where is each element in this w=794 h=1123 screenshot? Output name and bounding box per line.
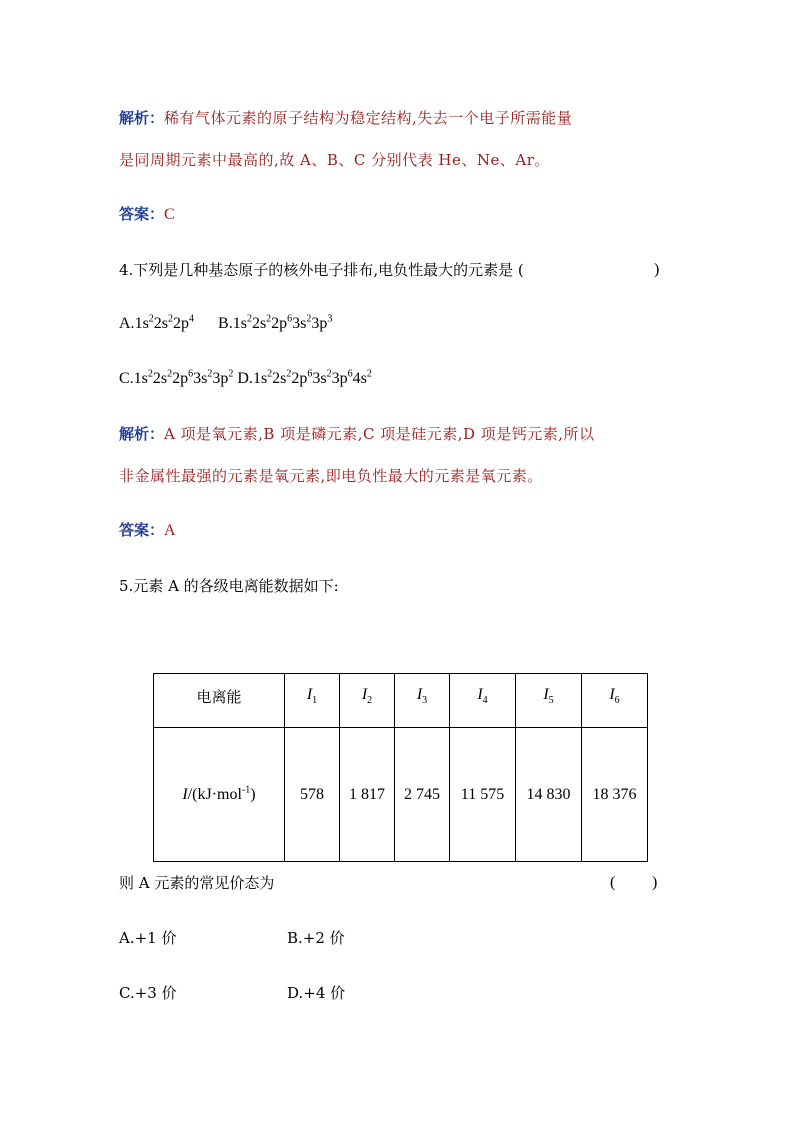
table-cell-i5: 14 830 (516, 728, 582, 862)
table-header-i3: $I_3$ (395, 674, 450, 728)
question-5-paren-close: ) (652, 874, 658, 891)
question-4-options-ab (119, 314, 332, 334)
answer-label: 答案 (119, 521, 150, 539)
answer-3 (119, 204, 175, 225)
analysis-4-text-2: 非金属性最强的元素是氧元素,即电负性最大的元素是氧元素。 (119, 467, 543, 485)
answer-4-value: A (164, 522, 176, 539)
table-header-i5: $I_5$ (516, 674, 582, 728)
option-c-text: C.+3 价 (119, 984, 177, 1002)
table-cell-i6: 18 376 (582, 728, 648, 862)
table-header-row (154, 674, 648, 728)
question-5-option-d (287, 983, 345, 1004)
analysis-colon: ： (149, 425, 165, 443)
question-4-stem (119, 260, 524, 281)
question-5-option-b (287, 928, 345, 949)
option-a-config: $1s^22s^22p^4$ (134, 313, 195, 332)
analysis-label: 解析 (119, 109, 150, 127)
question-4-paren-close: ) (654, 261, 660, 278)
option-b-label: B. (218, 315, 233, 332)
option-a-text: A.+1 价 (119, 929, 177, 947)
question-5-followup-text: 则 A 元素的常见价态为 (119, 874, 275, 892)
table-header-i2: $I_2$ (340, 674, 395, 728)
analysis-4-line-2 (119, 466, 543, 487)
question-5-option-a (119, 928, 176, 949)
question-5-stem (119, 576, 339, 597)
option-b-config: $1s^22s^22p^63s^23p^3$ (232, 313, 333, 332)
question-5-paren-open: ( (610, 874, 616, 891)
analysis-3-text-1: 稀有气体元素的原子结构为稳定结构,失去一个电子所需能量 (164, 109, 573, 127)
question-5-option-c (119, 983, 177, 1004)
answer-colon: ： (149, 521, 165, 539)
table-cell-i2: 1 817 (340, 728, 395, 862)
answer-colon: ： (149, 205, 165, 223)
table-cell-i3: 2 745 (395, 728, 450, 862)
analysis-label: 解析 (119, 425, 150, 443)
option-c-label: C. (119, 370, 134, 387)
option-a-label: A. (119, 315, 135, 332)
question-5-followup (119, 873, 274, 894)
analysis-3-line-2 (119, 150, 550, 171)
answer-4 (119, 520, 176, 541)
analysis-3-line-1 (119, 108, 572, 129)
option-b-text: B.+2 价 (287, 929, 345, 947)
option-d-config: $1s^22s^22p^63s^23p^64s^2$ (252, 368, 372, 387)
table-header-i1: $I_1$ (285, 674, 340, 728)
option-d-text: D.+4 价 (287, 984, 346, 1002)
table-cell-i4: 11 575 (450, 728, 516, 862)
analysis-colon: ： (149, 109, 165, 127)
table-header-i6: $I_6$ (582, 674, 648, 728)
option-c-config: $1s^22s^22p^63s^23p^2$ (133, 368, 234, 387)
table-header-i4: $I_4$ (450, 674, 516, 728)
table-header-label: 电离能 (154, 674, 285, 728)
ionization-energy-table (153, 673, 648, 862)
question-5-stem-text: 5.元素 A 的各级电离能数据如下: (119, 577, 339, 595)
table-row-label: I/(kJ·mol$^{-1}$) (154, 728, 285, 862)
answer-3-value: C (164, 206, 175, 223)
analysis-4-line-1 (119, 424, 595, 445)
question-4-stem-text: 4.下列是几种基态原子的核外电子排布,电负性最大的元素是 ( (119, 261, 524, 279)
table-row (154, 728, 648, 862)
analysis-3-text-2: 是同周期元素中最高的,故 A、B、C 分别代表 He、Ne、Ar。 (119, 151, 550, 169)
table-cell-i1: 578 (285, 728, 340, 862)
analysis-4-text-1: A 项是氧元素,B 项是磷元素,C 项是硅元素,D 项是钙元素,所以 (164, 425, 595, 443)
question-4-options-cd (119, 369, 372, 389)
option-d-label: D. (237, 370, 253, 387)
answer-label: 答案 (119, 205, 150, 223)
